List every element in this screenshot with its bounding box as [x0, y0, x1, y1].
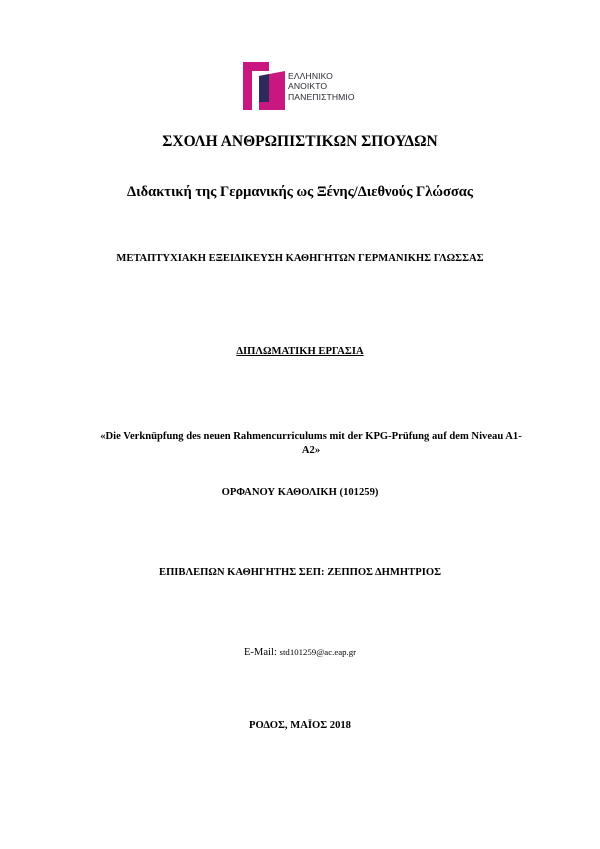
program-name: Διδακτική της Γερμανικής ως Ξένης/Διεθνούς Γλώσσας — [127, 184, 473, 200]
specialization: ΜΕΤΑΠΤΥΧΙΑΚΗ ΕΞΕΙΔΙΚΕΥΣΗ ΚΑΘΗΓΗΤΩΝ ΓΕΡΜΑΝΙΚΗΣ ΓΛΩΣΣΑΣ — [116, 253, 484, 264]
place-date: ΡΟΔΟΣ, ΜΑΪΟΣ 2018 — [249, 720, 351, 731]
document-type: ΔΙΠΛΩΜΑΤΙΚΗ ΕΡΓΑΣΙΑ — [236, 346, 364, 357]
logo-line-2: ΑΝΟΙΚΤΟ — [288, 81, 328, 92]
logo-line-1: ΕΛΛΗΝΙΚΟ — [288, 71, 333, 81]
eap-logo-icon — [243, 62, 285, 110]
thesis-topic: «Die Verknüpfung des neuen Rahmencurriculums mit der KPG-Prüfung auf dem Niveau A1-A2» — [100, 431, 522, 456]
logo-line-3: ΠΑΝΕΠΙΣΤΗΜΙΟ — [288, 91, 355, 102]
university-logo — [243, 62, 373, 110]
school-name: ΣΧΟΛΗ ΑΝΘΡΩΠΙΣΤΙΚΩΝ ΣΠΟΥΔΩΝ — [162, 133, 438, 150]
email-label: E-Mail: — [243, 647, 277, 658]
email-address: std101259@ac.eap.gr — [279, 647, 357, 657]
email-line — [0, 647, 600, 658]
supervisor: ΕΠΙΒΛΕΠΩΝ ΚΑΘΗΓΗΤΗΣ ΣΕΠ: ΖΕΠΠΟΣ ΔΗΜΗΤΡΙΟΣ — [159, 567, 441, 578]
logo-wordmark — [288, 71, 355, 102]
author: ΟΡΦΑΝΟΥ ΚΑΘΟΛΙΚΗ (101259) — [221, 487, 379, 498]
